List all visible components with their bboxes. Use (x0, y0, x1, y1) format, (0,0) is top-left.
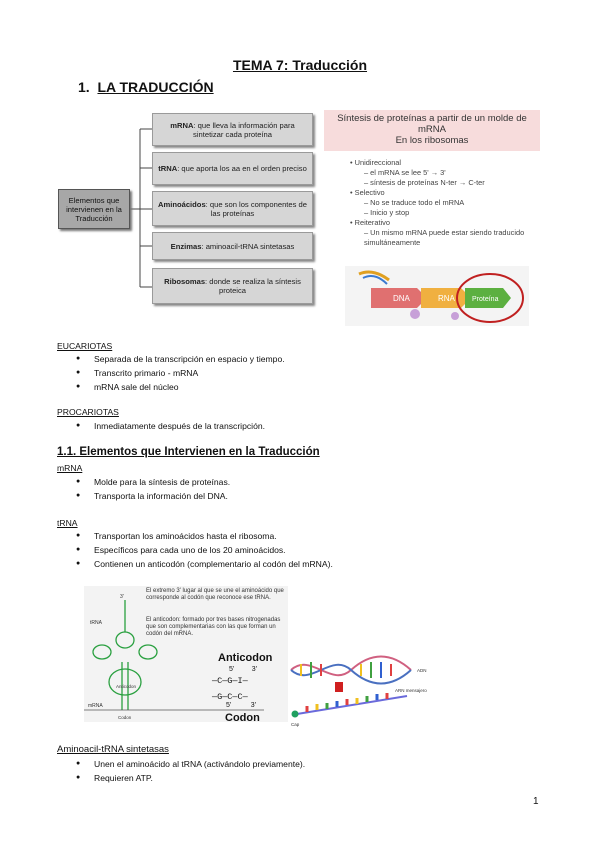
list-item: ● Transcrito primario - mRNA (74, 366, 285, 380)
concept-node-aminoacidos: Aminoácidos: que son los componentes de las proteínas (152, 191, 313, 226)
list-item: ● Molde para la síntesis de proteínas. (74, 475, 230, 489)
concept-node-trna: tRNA: que aporta los aa en el orden preciso (152, 152, 313, 185)
anticodon-sequence: —C—G—I— (212, 676, 248, 686)
list-item: ● Específicos para cada uno de los 20 aminoácidos. (74, 543, 333, 557)
list-item: ● Contienen un anticodón (complementario al codón del mRNA). (74, 557, 333, 571)
eucariotas-list (74, 352, 285, 394)
arnm-fig-label: ARN mensajero (395, 688, 427, 693)
subsection-title: 1.1. Elementos que Intervienen en la Traducción (57, 446, 320, 458)
synthesis-properties-list: • Unidireccional – el mRNA se lee 5' → 3' – síntesis de proteínas N-ter → C-ter • Selectivo – No se traduce todo el mRNA – Inicio y stop • Reiterativo – Un mismo mRNA puede estar siendo traducido simultáneamente (350, 158, 525, 247)
concept-node-enzimas: Enzimas: aminoacil-tRNA sintetasas (152, 232, 313, 260)
list-item: ● Transportan los aminoácidos hasta el ribosoma. (74, 529, 333, 543)
trna-fig-label: tRNA (90, 620, 102, 626)
cap-fig-label: Cap (291, 722, 300, 727)
trna-label: tRNA (57, 518, 78, 528)
codon-sequence: —G—C—C— (212, 692, 248, 702)
page-title: TEMA 7: Traducción (232, 57, 368, 73)
procariotas-list (74, 419, 265, 433)
mrna-label: mRNA (57, 463, 83, 473)
concept-node-mrna: mRNA: que lleva la información para sintetizar cada proteína (152, 113, 313, 146)
section-title: LA TRADUCCIÓN (97, 79, 214, 95)
svg-text:3': 3' (120, 594, 124, 600)
eucariotas-label: EUCARIOTAS (57, 341, 113, 351)
aminoacil-list (74, 757, 305, 785)
dogma-rna-label: RNA (438, 294, 455, 303)
anticodon-fig-label: Anticodon (116, 684, 137, 689)
mrna-list (74, 475, 230, 503)
anticodon-primes: 5' 3' (229, 666, 257, 673)
list-item: ● Requieren ATP. (74, 771, 305, 785)
list-item: ● Separada de la transcripción en espacio y tiempo. (74, 352, 285, 366)
codon-heading: Codon (225, 712, 260, 724)
list-item: ● Unen el aminoácido al tRNA (activándolo previamente). (74, 757, 305, 771)
dogma-dna-label: DNA (393, 294, 410, 303)
trna-list (74, 529, 333, 571)
mrna-fig-label: mRNA (88, 703, 103, 709)
trna-note-3prime: El extremo 3' lugar al que se une el aminoácido que corresponde al codón que reconoce ese tRNA. (146, 588, 284, 601)
dna-fig-label: ADN (417, 668, 427, 673)
aminoacil-label: Aminoacil-tRNA sintetasas (57, 744, 169, 755)
list-item: ● mRNA sale del núcleo (74, 380, 285, 394)
trna-note-anticodon: El anticodon: formado por tres bases nitrogenadas que son complementarias con las que forman un codón del mRNA. (146, 617, 281, 637)
list-item: ● Transporta la información del DNA. (74, 489, 230, 503)
anticodon-heading: Anticodon (218, 652, 273, 664)
synthesis-header: Síntesis de proteínas a partir de un molde de mRNA En los ribosomas (324, 110, 540, 151)
codon-fig-label: Codon (118, 715, 132, 720)
dogma-protein-label: Proteína (472, 296, 499, 303)
dna-mrna-figure (287, 652, 437, 734)
procariotas-label: PROCARIOTAS (57, 407, 119, 417)
concept-node-ribosomas: Ribosomas: donde se realiza la síntesis proteica (152, 268, 313, 304)
section-number: 1. (78, 79, 90, 95)
list-item: ● Inmediatamente después de la transcripción. (74, 419, 265, 433)
codon-primes: 5' 3' (226, 702, 256, 709)
page-number: 1 (533, 796, 539, 807)
central-dogma-figure (345, 266, 529, 326)
concept-map-center: Elementos que intervienen en la Traducción (58, 189, 130, 229)
